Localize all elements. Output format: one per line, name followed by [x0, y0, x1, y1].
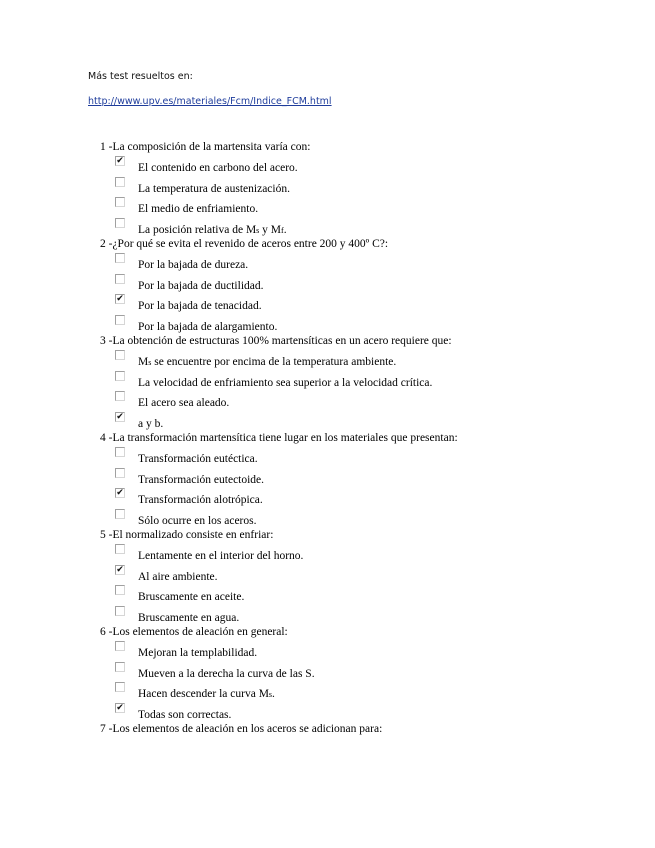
answer-label: Por la bajada de tenacidad. — [138, 300, 262, 312]
answer-label: Hacen descender la curva Ms. — [138, 688, 275, 700]
checkbox-checked-icon[interactable]: ✔ — [116, 411, 124, 422]
answer-label: Mejoran la templabilidad. — [138, 647, 258, 659]
checkbox-icon[interactable] — [115, 315, 125, 325]
checkbox-checked-icon[interactable]: ✔ — [116, 488, 124, 498]
answer-label: El acero sea aleado. — [138, 397, 230, 409]
answer-label: La posición relativa de Ms y Mf. — [138, 223, 287, 236]
checkbox-icon[interactable] — [115, 606, 125, 616]
answer-option[interactable] — [100, 273, 570, 294]
checkbox-icon[interactable] — [115, 662, 125, 672]
question-prompt: 1 -La composición de la martensita varía con: — [100, 141, 311, 153]
answer-option[interactable] — [100, 390, 570, 411]
checkbox-icon[interactable] — [115, 218, 125, 228]
answer-label: Por la bajada de dureza. — [138, 259, 249, 271]
answer-option[interactable] — [100, 487, 570, 508]
answer-label: a y b. — [138, 417, 164, 430]
checkbox-checked-icon[interactable]: ✔ — [116, 564, 124, 575]
checkbox-icon[interactable] — [115, 585, 125, 595]
question-prompt: 7 -Los elementos de aleación en los aceros se adicionan para: — [100, 723, 383, 735]
checkbox-icon[interactable] — [115, 641, 125, 651]
question-prompt: 3 -La obtención de estructuras 100% martensíticas en un acero requiere que: — [100, 335, 452, 347]
materials-link[interactable]: http://www.upv.es/materiales/Fcm/Indice_FCM.html — [88, 96, 332, 107]
checkbox-checked-icon[interactable]: ✔ — [116, 702, 124, 713]
answer-label: Mueven a la derecha la curva de las S. — [138, 667, 315, 680]
checkbox-icon[interactable] — [115, 391, 125, 401]
answer-label: Al aire ambiente. — [138, 570, 218, 583]
answer-label: La velocidad de enfriamiento sea superior a la velocidad crítica. — [138, 376, 433, 389]
quiz — [100, 140, 570, 737]
answer-option[interactable] — [100, 252, 570, 273]
header-note: Más test resueltos en: — [88, 71, 193, 82]
question-prompt: 5 -El normalizado consiste en enfriar: — [100, 529, 274, 541]
answer-label: Ms se encuentre por encima de la temperatura ambiente. — [138, 356, 397, 368]
checkbox-icon[interactable] — [115, 544, 125, 554]
question-7 — [100, 722, 570, 737]
checkbox-icon[interactable] — [115, 447, 125, 457]
answer-label: El medio de enfriamiento. — [138, 203, 259, 215]
question-prompt: 4 -La transformación martensítica tiene lugar en los materiales que presentan: — [100, 432, 458, 444]
answer-label: Todas son correctas. — [138, 708, 232, 721]
answer-label: La temperatura de austenización. — [138, 182, 290, 195]
answer-label: El contenido en carbono del acero. — [138, 162, 298, 174]
checkbox-icon[interactable] — [115, 509, 125, 519]
checkbox-icon[interactable] — [115, 468, 125, 478]
answer-option[interactable] — [100, 349, 570, 370]
answer-option[interactable] — [100, 446, 570, 467]
checkbox-icon[interactable] — [115, 253, 125, 263]
question-3 — [100, 334, 570, 431]
answer-label: Bruscamente en agua. — [138, 611, 240, 624]
answer-label: Bruscamente en aceite. — [138, 591, 245, 603]
answer-label: Sólo ocurre en los aceros. — [138, 514, 257, 527]
answer-label: Lentamente en el interior del horno. — [138, 550, 304, 562]
answer-option[interactable] — [100, 584, 570, 605]
checkbox-checked-icon[interactable]: ✔ — [116, 294, 124, 304]
checkbox-icon[interactable] — [115, 197, 125, 207]
answer-option[interactable] — [100, 640, 570, 661]
question-5 — [100, 528, 570, 625]
question-prompt: 2 -¿Por qué se evita el revenido de aceros entre 200 y 400º C?: — [100, 238, 389, 250]
answer-option[interactable] — [100, 217, 570, 238]
question-2 — [100, 237, 570, 334]
answer-option[interactable] — [100, 370, 570, 391]
answer-label: Transformación eutéctica. — [138, 453, 258, 465]
checkbox-icon[interactable] — [115, 177, 125, 187]
answer-option[interactable] — [100, 564, 570, 585]
answer-label: Transformación alotrópica. — [138, 494, 263, 506]
checkbox-icon[interactable] — [115, 371, 125, 381]
answer-option[interactable] — [100, 605, 570, 626]
question-6 — [100, 625, 570, 722]
answer-option[interactable] — [100, 661, 570, 682]
answer-label: Transformación eutectoide. — [138, 473, 265, 486]
answer-option[interactable] — [100, 176, 570, 197]
answer-label: Por la bajada de ductilidad. — [138, 279, 264, 292]
answer-option[interactable] — [100, 681, 570, 702]
answer-option[interactable] — [100, 411, 570, 432]
answer-option[interactable] — [100, 702, 570, 723]
answer-option[interactable] — [100, 508, 570, 529]
checkbox-icon[interactable] — [115, 682, 125, 692]
question-1 — [100, 140, 570, 237]
answer-option[interactable] — [100, 155, 570, 176]
answer-option[interactable] — [100, 314, 570, 335]
answer-label: Por la bajada de alargamiento. — [138, 320, 278, 333]
answer-option[interactable] — [100, 196, 570, 217]
checkbox-icon[interactable] — [115, 350, 125, 360]
checkbox-checked-icon[interactable]: ✔ — [116, 156, 124, 166]
checkbox-icon[interactable] — [115, 274, 125, 284]
question-4 — [100, 431, 570, 528]
answer-option[interactable] — [100, 467, 570, 488]
answer-option[interactable] — [100, 293, 570, 314]
answer-option[interactable] — [100, 543, 570, 564]
question-prompt: 6 -Los elementos de aleación en general: — [100, 626, 288, 638]
